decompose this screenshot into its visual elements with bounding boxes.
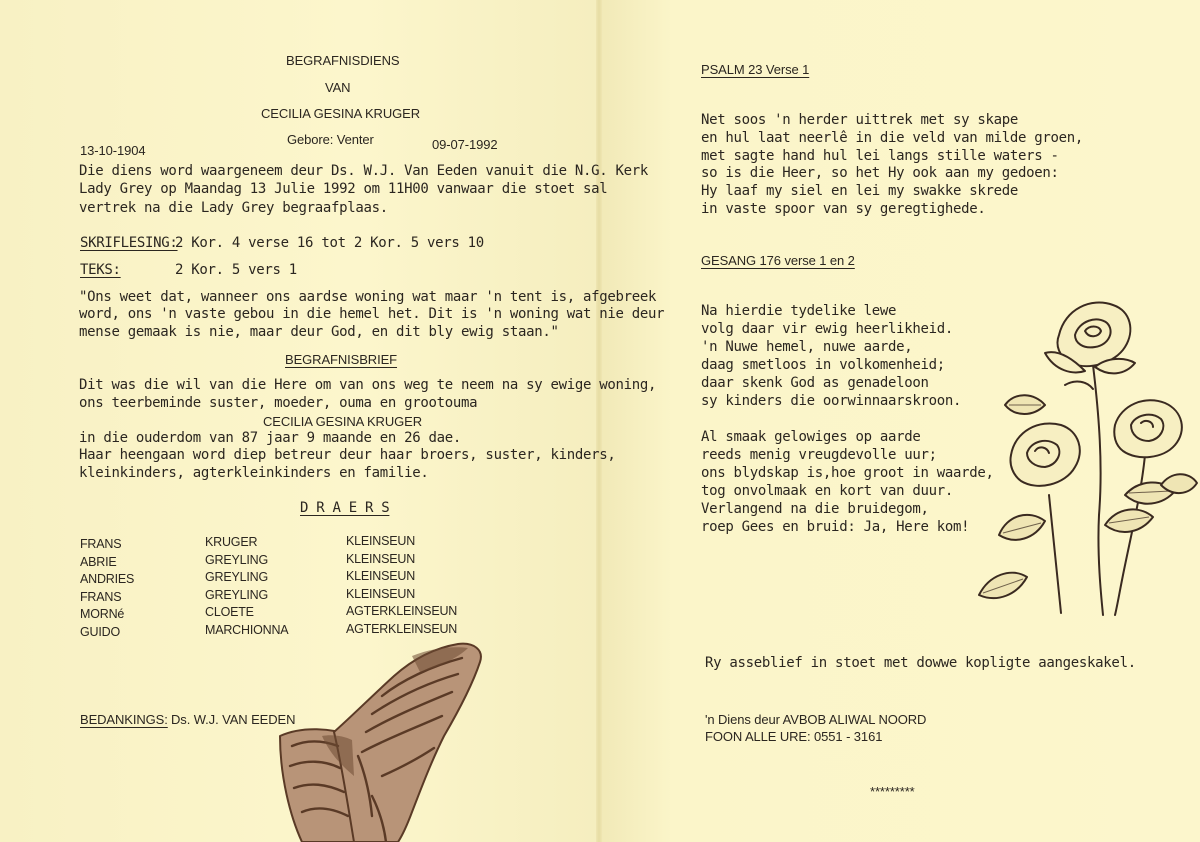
service-provider: 'n Diens deur AVBOB ALIWAL NOORD	[705, 712, 927, 727]
hymn-v2-line-2: reeds menig vreugdevolle uur;	[701, 447, 937, 463]
thanks-label: BEDANKINGS:	[80, 712, 168, 727]
hymn-v1-line-3: 'n Nuwe hemel, nuwe aarde,	[701, 339, 913, 355]
hymn-v1-line-5: daar skenk God as genadeloon	[701, 375, 929, 391]
service-line-2: Lady Grey op Maandag 13 Julie 1992 om 11H00 vanwaar die stoet sal	[79, 181, 608, 197]
reading-label: SKRIFLESING:	[80, 235, 178, 251]
hymn-heading: GESANG 176 verse 1 en 2	[701, 253, 855, 268]
bearer-first: FRANS	[80, 537, 122, 551]
quote-line-3: mense gemaak is nie, maar deur God, en dit bly ewig staan."	[79, 324, 559, 340]
bearers-heading: D R A E R S	[300, 500, 390, 516]
hymn-v1-line-2: volg daar vir ewig heerlikheid.	[701, 321, 953, 337]
text-label: TEKS:	[80, 262, 121, 278]
psalm-line-6: in vaste spoor van sy geregtighede.	[701, 201, 986, 217]
van-line: VAN	[325, 80, 351, 95]
bearer-last: MARCHIONNA	[205, 622, 289, 637]
letter-line-3: in die ouderdom van 87 jaar 9 maande en 26 dae.	[79, 430, 462, 446]
page-fold	[596, 0, 602, 842]
death-date: 09-07-1992	[432, 137, 498, 152]
bearer-last: CLOETE	[205, 605, 254, 620]
psalm-line-4: so is die Heer, so het Hy ook aan my gedoen:	[701, 165, 1059, 181]
hymn-v2-line-1: Al smaak gelowiges op aarde	[701, 429, 921, 445]
bearer-last: KRUGER	[205, 535, 258, 549]
hymn-v1-line-4: daag smetloos in volkomenheid;	[701, 357, 945, 373]
psalm-line-1: Net soos 'n herder uittrek met sy skape	[701, 112, 1019, 128]
deceased-name: CECILIA GESINA KRUGER	[261, 106, 421, 121]
hymn-v1-line-6: sy kinders die oorwinnaarskroon.	[701, 393, 962, 409]
birth-date: 13-10-1904	[80, 143, 146, 158]
bearer-relation: KLEINSEUN	[346, 551, 416, 566]
psalm-line-2: en hul laat neerlê in die veld van milde groen,	[701, 130, 1084, 146]
letter-line-2: ons teerbeminde suster, moeder, ouma en grootouma	[79, 395, 478, 411]
psalm-heading: PSALM 23 Verse 1	[701, 62, 810, 77]
service-title: BEGRAFNISDIENS	[286, 53, 400, 68]
bearer-last: GREYLING	[205, 587, 268, 602]
bearer-relation: KLEINSEUN	[346, 534, 416, 548]
service-line-1: Die diens word waargeneem deur Ds. W.J. Van Eeden vanuit die N.G. Kerk	[79, 163, 649, 179]
hymn-v2-line-4: tog onvolmaak en kort van duur.	[701, 483, 953, 499]
hymn-v2-line-6: roep Gees en bruid: Ja, Here kom!	[701, 519, 970, 535]
bearer-first: ABRIE	[80, 554, 117, 569]
text-value: 2 Kor. 5 vers 1	[175, 262, 297, 278]
procession-note: Ry asseblief in stoet met dowwe kopligte aangeskakel.	[705, 655, 1136, 671]
thanks-value: Ds. W.J. VAN EEDEN	[171, 712, 296, 727]
hymn-v2-line-5: Verlangend na die bruidegom,	[701, 501, 929, 517]
bearers-last-names	[205, 534, 288, 640]
hymn-v1-line-1: Na hierdie tydelike lewe	[701, 303, 897, 319]
letter-heading: BEGRAFNISBRIEF	[285, 352, 398, 367]
bearer-relation: KLEINSEUN	[346, 586, 416, 601]
psalm-line-5: Hy laaf my siel en lei my swakke skrede	[701, 183, 1019, 199]
bearer-relation: AGTERKLEINSEUN	[346, 604, 458, 619]
phone-line: FOON ALLE URE: 0551 - 3161	[705, 729, 883, 744]
bearer-relation: KLEINSEUN	[346, 569, 416, 584]
letter-line-1: Dit was die wil van die Here om van ons weg te neem na sy ewige woning,	[79, 377, 657, 393]
bearer-last: GREYLING	[205, 552, 268, 567]
bearer-last: GREYLING	[205, 570, 268, 585]
letter-name: CECILIA GESINA KRUGER	[263, 414, 423, 429]
quote-line-1: "Ons weet dat, wanneer ons aardse woning wat maar 'n tent is, afgebreek	[79, 289, 657, 305]
bearer-first: MORNé	[80, 607, 125, 622]
letter-line-5: kleinkinders, agterkleinkinders en familie.	[79, 465, 429, 481]
bearers-relations	[346, 533, 457, 639]
roses-illustration	[975, 295, 1200, 625]
bearer-relation: AGTERKLEINSEUN	[346, 621, 458, 636]
praying-hands-illustration	[262, 636, 492, 842]
closing-stars: *********	[870, 784, 915, 799]
bearers-first-names	[80, 536, 134, 642]
service-line-3: vertrek na die Lady Grey begraafplaas.	[79, 200, 388, 216]
reading-value: 2 Kor. 4 verse 16 tot 2 Kor. 5 vers 10	[175, 235, 484, 251]
maiden-name: Gebore: Venter	[287, 132, 374, 147]
quote-line-2: word, ons 'n vaste gebou in die hemel het. Dit is 'n woning wat nie deur	[79, 306, 665, 322]
hymn-v2-line-3: ons blydskap is,hoe groot in waarde,	[701, 465, 994, 481]
bearer-first: ANDRIES	[80, 572, 135, 587]
psalm-line-3: met sagte hand hul lei langs stille waters -	[701, 148, 1059, 164]
letter-line-4: Haar heengaan word diep betreur deur haar broers, suster, kinders,	[79, 447, 616, 463]
bearer-first: GUIDO	[80, 624, 120, 639]
bearer-first: FRANS	[80, 589, 122, 604]
